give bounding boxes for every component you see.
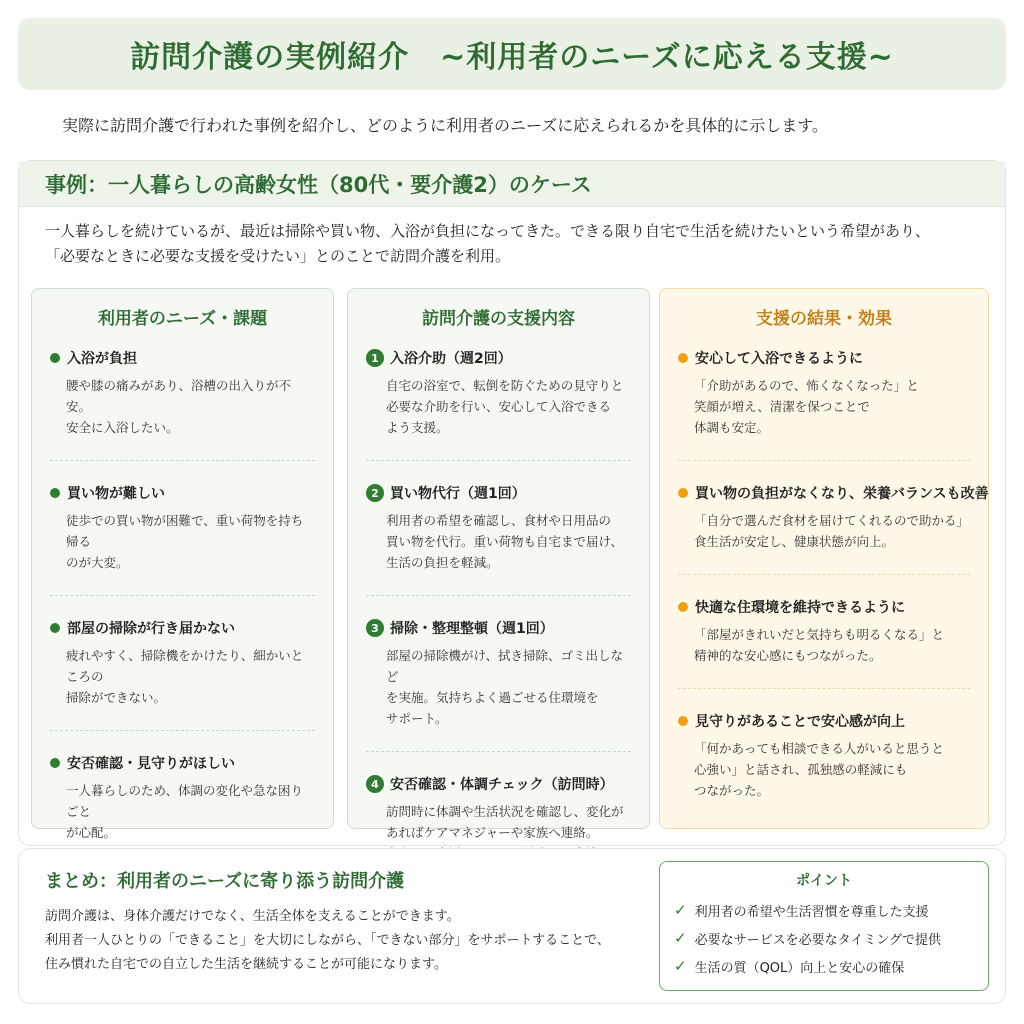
item-text: 一人暮らしのため、体調の変化や急な困りごと xyxy=(66,783,304,819)
list-item xyxy=(366,461,631,596)
item-text: のが大変。 xyxy=(66,555,129,570)
points-box xyxy=(659,861,989,991)
item-text: が心配。 xyxy=(66,825,117,840)
support-column-title: 訪問介護の支援内容 xyxy=(422,309,575,329)
item-text: 「部屋がきれいだと気持ちも明るくなる」と xyxy=(694,627,945,642)
item-heading: 入浴介助（週2回） xyxy=(390,351,512,367)
item-text: 食生活が安定し、健康状態が向上。 xyxy=(694,534,895,549)
item-text: 自宅の浴室で、転倒を防ぐための見守りと xyxy=(386,378,624,393)
checkmark-icon: ✓ xyxy=(674,929,687,947)
list-item xyxy=(366,326,631,461)
point-item xyxy=(674,952,974,980)
list-item xyxy=(678,326,970,461)
item-heading: 買い物代行（週1回） xyxy=(390,486,526,502)
item-text: 徒歩での買い物が困難で、重い荷物を持ち帰る xyxy=(66,513,304,549)
number-badge-icon: 1 xyxy=(366,349,384,367)
item-heading: 見守りがあることで安心感が向上 xyxy=(695,714,905,730)
number-badge-icon: 3 xyxy=(366,619,384,637)
results-column-title: 支援の結果・効果 xyxy=(756,309,892,329)
point-item xyxy=(674,924,974,952)
bullet-dot-icon xyxy=(50,353,60,363)
item-heading: 掃除・整理整頓（週1回） xyxy=(390,621,554,637)
list-item xyxy=(50,731,315,865)
item-text: 掃除ができない。 xyxy=(66,690,167,705)
item-text: 「何かあっても相談できる人がいると思うと xyxy=(694,741,944,756)
needs-column xyxy=(31,288,334,840)
item-text: 必要な介助を行い、安心して入浴できる xyxy=(386,399,612,414)
item-heading: 安心して入浴できるように xyxy=(695,351,863,367)
case-description xyxy=(45,219,995,269)
list-item xyxy=(678,461,989,575)
item-text: 安全に入浴したい。 xyxy=(66,420,179,435)
list-item xyxy=(50,461,315,596)
case-description-line: 一人暮らしを続けているが、最近は掃除や買い物、入浴が負担になってきた。できる限り自宅で生活を続けたいという希望があり、 xyxy=(45,222,931,240)
point-text: 必要なサービスを必要なタイミングで提供 xyxy=(694,932,942,948)
item-text: 買い物を代行。重い荷物も自宅まで届け、 xyxy=(386,534,624,549)
item-text: 腰や膝の痛みがあり、浴槽の出入りが不安。 xyxy=(66,378,292,414)
list-item xyxy=(678,689,970,823)
list-item xyxy=(678,575,970,689)
item-text: 精神的な安心感にもつながった。 xyxy=(694,648,882,663)
bullet-dot-icon xyxy=(50,758,60,768)
bullet-dot-icon xyxy=(50,623,60,633)
needs-column-title: 利用者のニーズ・課題 xyxy=(97,309,268,329)
summary-line: 訪問介護は、身体介護だけでなく、生活全体を支えることができます。 xyxy=(45,909,460,924)
item-heading: 部屋の掃除が行き届かない xyxy=(67,621,235,637)
item-heading: 買い物が難しい xyxy=(67,486,165,502)
item-heading: 快適な住環境を維持できるように xyxy=(695,600,905,616)
bullet-dot-icon xyxy=(678,716,688,726)
case-description-line: 「必要なときに必要な支援を受けたい」とのことで訪問介護を利用。 xyxy=(45,247,511,265)
summary-text xyxy=(45,905,655,977)
item-text: 「自分で選んだ食材を届けてくれるので助かる」 xyxy=(694,513,970,528)
bullet-dot-icon xyxy=(678,353,688,363)
bullet-dot-icon xyxy=(50,488,60,498)
item-heading: 買い物の負担がなくなり、栄養バランスも改善 xyxy=(695,486,989,502)
list-item xyxy=(50,326,315,461)
point-text: 生活の質（QOL）向上と安心の確保 xyxy=(694,960,905,976)
title-banner xyxy=(18,18,1006,90)
item-text: 疲れやすく、掃除機をかけたり、細かいところの xyxy=(66,648,304,684)
item-text: 部屋の掃除機がけ、拭き掃除、ゴミ出しなど xyxy=(386,648,624,684)
page-title: 訪問介護の実例紹介 ~利用者のニーズに応える支援~ xyxy=(130,40,894,75)
support-column xyxy=(347,288,650,840)
item-text: 利用者の希望を確認し、食材や日用品の xyxy=(386,513,612,528)
summary-line: 利用者一人ひとりの「できること」を大切にしながら、「できない部分」をサポートすることで、 xyxy=(45,933,610,948)
points-title: ポイント xyxy=(796,873,852,889)
item-heading: 安否確認・体調チェック（訪問時） xyxy=(390,777,614,793)
case-header xyxy=(19,161,1005,207)
item-text: あればケアマネジャーや家族へ連絡。 xyxy=(386,825,599,840)
bullet-dot-icon xyxy=(678,602,688,612)
item-text: 訪問時に体調や生活状況を確認し、変化が xyxy=(386,804,624,819)
summary-line: 住み慣れた自宅での自立した生活を継続することが可能になります。 xyxy=(45,957,447,972)
point-item xyxy=(674,896,974,924)
item-text: サポート。 xyxy=(386,711,448,726)
point-text: 利用者の希望や生活習慣を尊重した支援 xyxy=(694,904,929,920)
intro-text: 実際に訪問介護で行われた事例を紹介し、どのように利用者のニーズに応えられるかを具体的に示します。 xyxy=(62,116,828,135)
item-heading: 安否確認・見守りがほしい xyxy=(67,756,235,772)
item-text: つながった。 xyxy=(694,783,770,798)
list-item xyxy=(50,596,315,731)
item-text: 体調も安定。 xyxy=(694,420,770,435)
item-heading: 入浴が負担 xyxy=(67,351,137,367)
item-text: よう支援。 xyxy=(386,420,449,435)
list-item xyxy=(366,596,631,752)
item-text: 心強い」と話され、孤独感の軽減にも xyxy=(694,762,908,777)
number-badge-icon: 2 xyxy=(366,484,384,502)
number-badge-icon: 4 xyxy=(366,775,384,793)
item-text: 「介助があるので、怖くなくなった」と xyxy=(694,378,919,393)
summary-title: まとめ：利用者のニーズに寄り添う訪問介護 xyxy=(45,871,405,892)
bullet-dot-icon xyxy=(678,488,688,498)
item-text: 生活の負担を軽減。 xyxy=(386,555,499,570)
item-text: 笑顔が増え、清潔を保つことで xyxy=(694,399,870,414)
checkmark-icon: ✓ xyxy=(674,957,687,975)
checkmark-icon: ✓ xyxy=(674,901,687,919)
results-column xyxy=(659,288,989,829)
item-text: を実施。気持ちよく過ごせる住環境を xyxy=(386,690,599,705)
case-section xyxy=(18,160,1006,846)
case-title: 事例：一人暮らしの高齢女性（80代・要介護2）のケース xyxy=(45,172,592,197)
summary-section xyxy=(18,848,1006,1004)
